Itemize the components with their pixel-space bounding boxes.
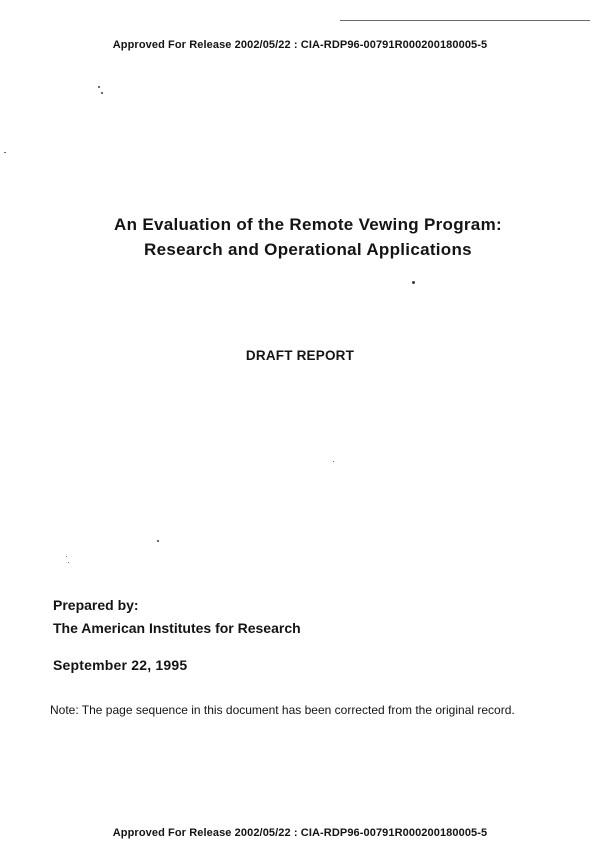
scan-speck [157, 540, 159, 542]
scan-speck [412, 281, 415, 284]
scan-speck [101, 92, 103, 94]
document-title-line-1: An Evaluation of the Remote Vewing Program: [114, 215, 502, 234]
scan-speck [68, 562, 69, 563]
prepared-by-label: Prepared by: [53, 597, 139, 613]
prepared-by-organization: The American Institutes for Research [53, 620, 301, 636]
scan-line-artifact [340, 20, 590, 21]
correction-note: Note: The page sequence in this document has been corrected from the original record. [50, 703, 515, 717]
release-header: Approved For Release 2002/05/22 : CIA-RDP96-00791R000200180005-5 [112, 39, 488, 51]
scan-speck [98, 86, 100, 88]
scan-speck [333, 461, 334, 462]
report-date: September 22, 1995 [53, 657, 188, 673]
scan-speck [4, 152, 6, 153]
scan-speck [66, 556, 67, 557]
draft-report-label: DRAFT REPORT [245, 348, 355, 363]
release-footer: Approved For Release 2002/05/22 : CIA-RDP96-00791R000200180005-5 [112, 827, 488, 839]
document-title-line-2: Research and Operational Applications [144, 240, 472, 259]
